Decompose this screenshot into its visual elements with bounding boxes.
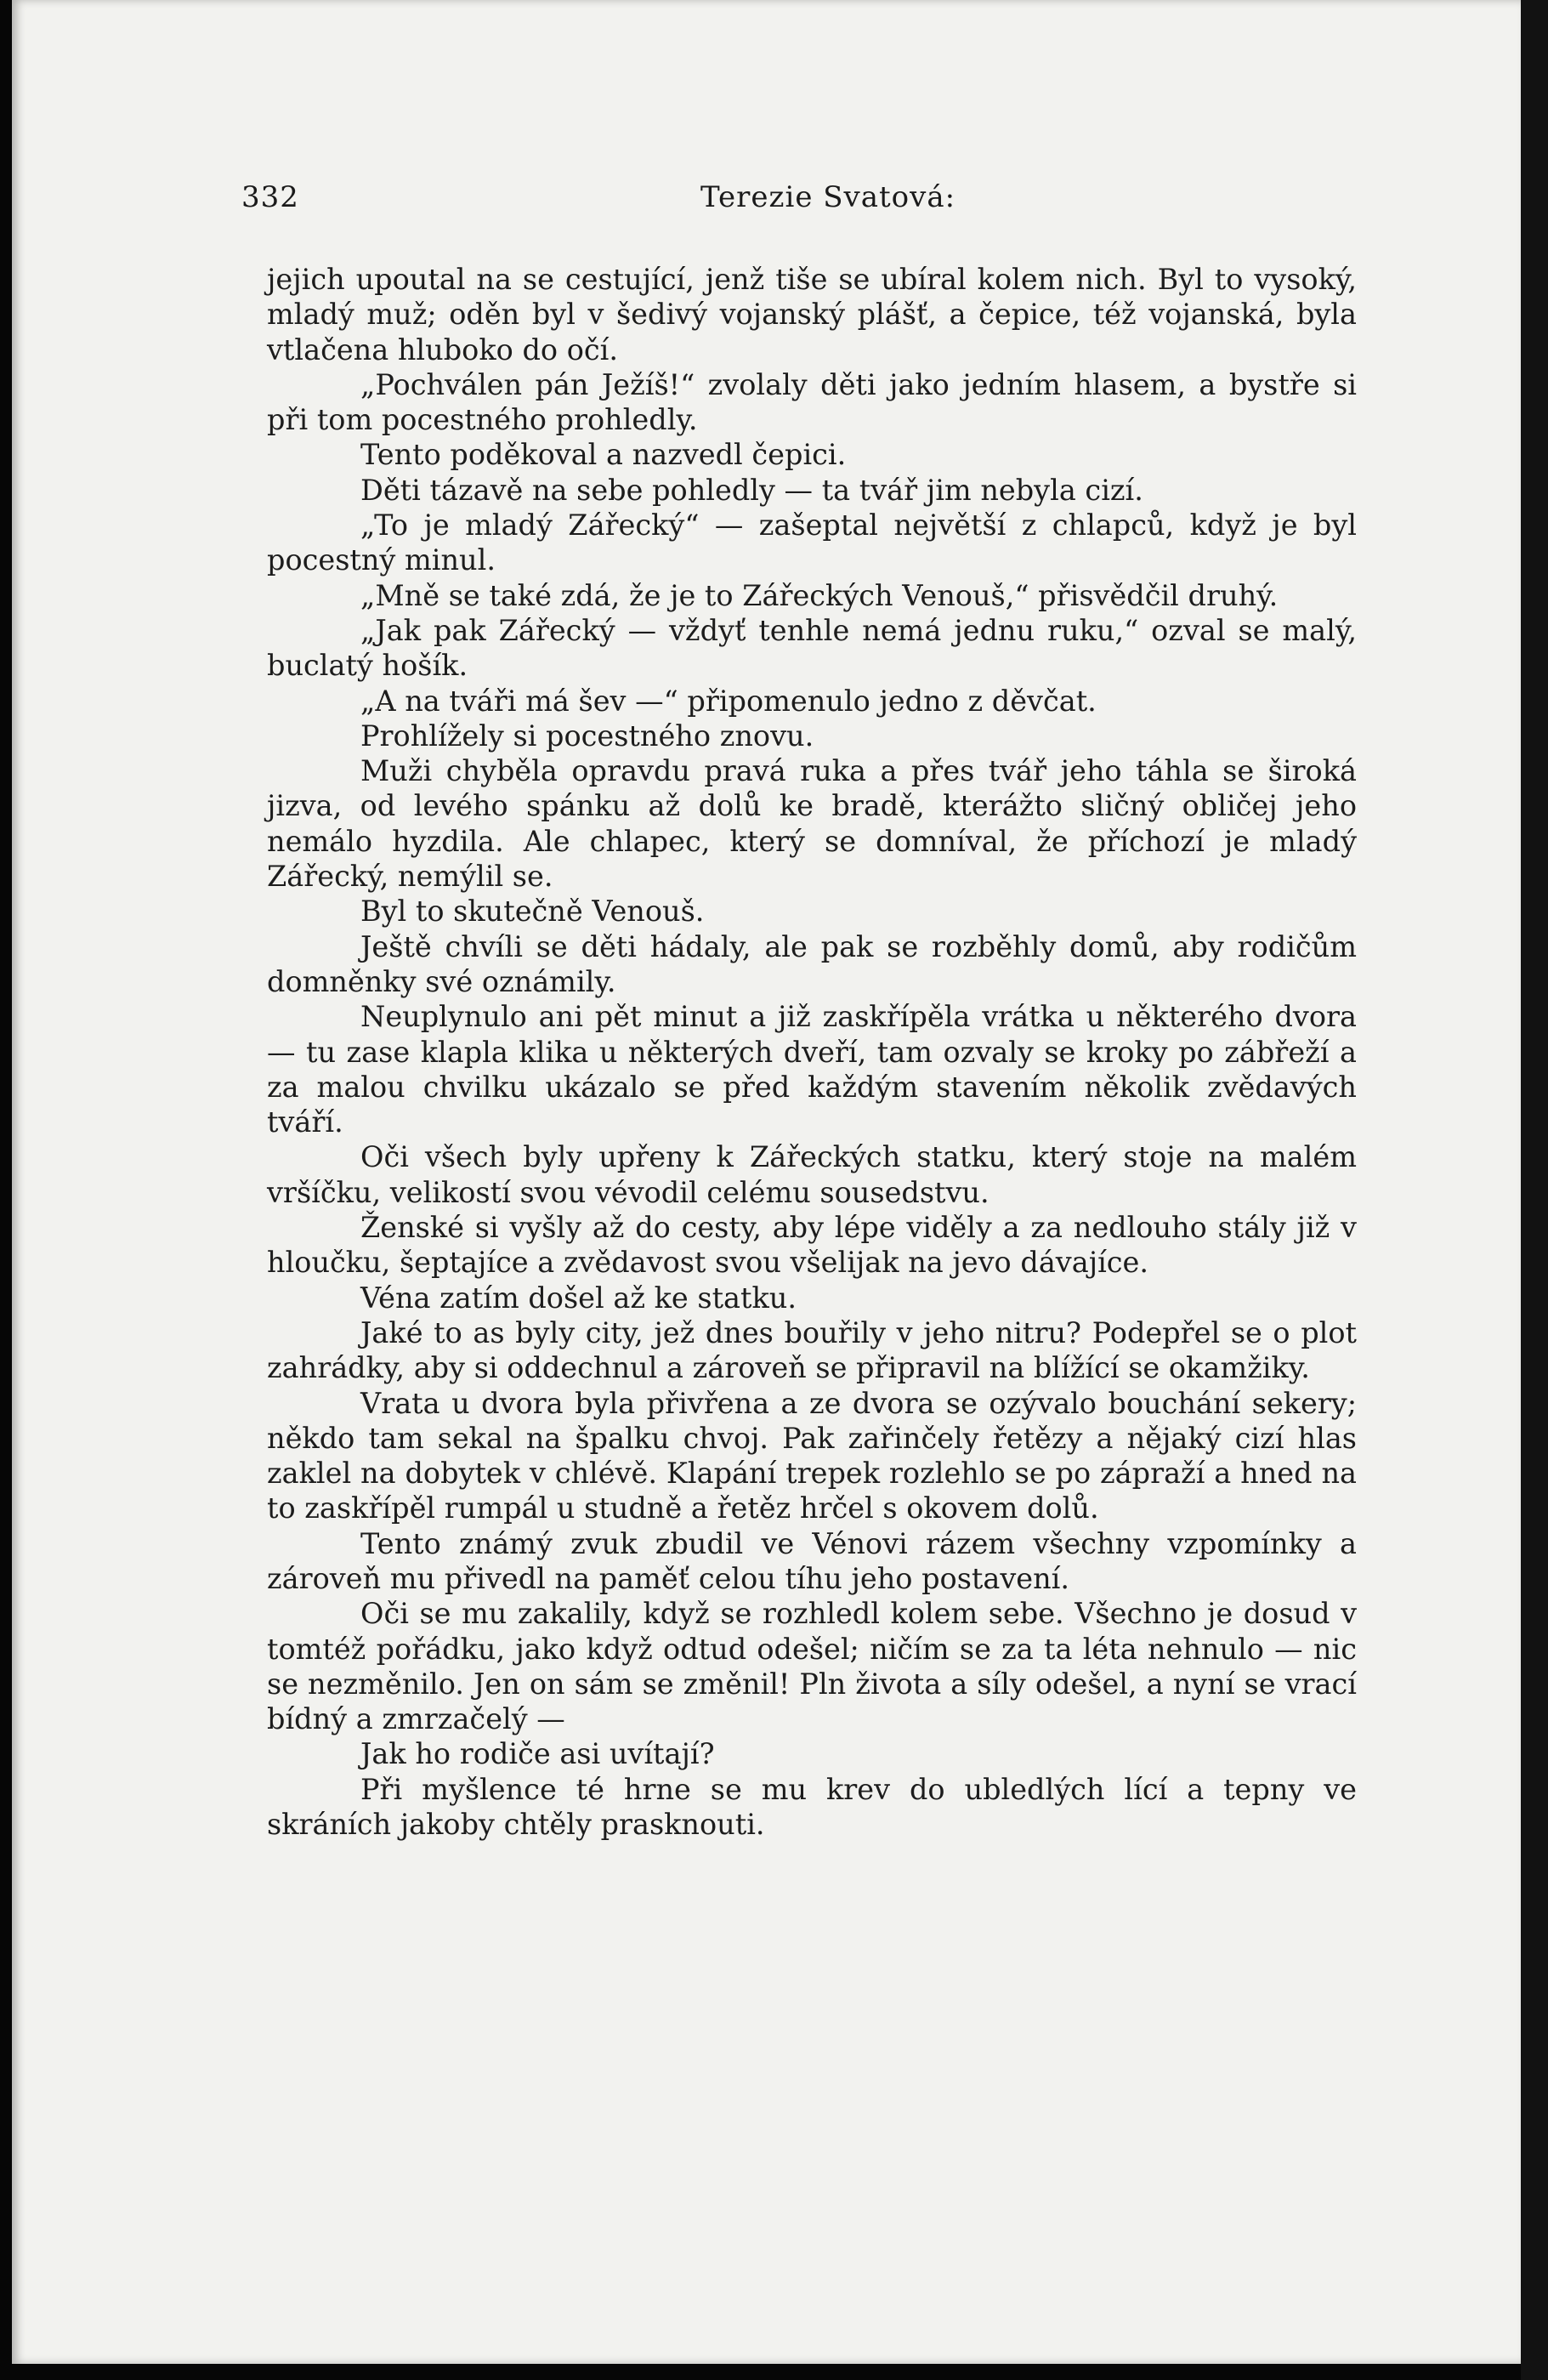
paragraph: „Jak pak Zářecký — vždyť tenhle nemá jednu ruku,“ ozval se malý, buclatý hošík. — [267, 613, 1357, 683]
paragraph: Jak ho rodiče asi uvítají? — [360, 1737, 715, 1771]
page-body-text — [267, 262, 1357, 1842]
paragraph: Oči všech byly upřeny k Zářeckých statku, který stoje na malém vršíčku, velikostí svou vévodil celému sousedstvu. — [267, 1140, 1357, 1209]
paragraph: Jaké to as byly city, jež dnes bouřily v jeho nitru? Podepřel se o plot zahrádky, aby si oddechnul a zároveň se připravil na blížící se okamžiky. — [267, 1315, 1357, 1385]
paragraph: Oči se mu zakalily, když se rozhledl kolem sebe. Všechno je dosud v tomtéž pořádku, jako když odtud odešel; ničím se za ta léta nehnulo — nic se nezměnilo. Jen on sám se změnil! Pln života a síly odešel, a nyní se vrací bídný a zmrzačelý — — [267, 1597, 1357, 1736]
paragraph: „Mně se také zdá, že je to Zářeckých Venouš,“ přisvědčil druhý. — [360, 578, 1279, 612]
paragraph: Ještě chvíli se děti hádaly, ale pak se rozběhly domů, aby rodičům domněnky své oznámily. — [267, 929, 1357, 998]
paragraph: Při myšlence té hrne se mu krev do ubledlých lící a tepny ve skráních jakoby chtěly prasknouti. — [267, 1772, 1357, 1842]
paragraph: „Pochválen pán Ježíš!“ zvolaly děti jako jedním hlasem, a bystře si při tom pocestného prohledly. — [267, 367, 1357, 437]
paragraph: Ženské si vyšly až do cesty, aby lépe viděly a za nedlouho stály již v hloučku, šeptajíce a zvědavost svou všelijak na jevo dávajíce. — [267, 1211, 1357, 1280]
paragraph: jejich upoutal na se cestující, jenž tiše se ubíral kolem nich. Byl to vysoký, mladý muž; oděn byl v šedivý vojanský plášť, a čepice, též vojanská, byla vtlačena hluboko do očí. — [267, 263, 1357, 366]
paragraph: Tento poděkoval a nazvedl čepici. — [360, 438, 847, 472]
running-title: Terezie Svatová: — [700, 180, 956, 214]
paragraph: Neuplynulo ani pět minut a již zaskřípěla vrátka u některého dvora — tu zase klapla klika u některých dveří, tam ozvaly se kroky po zábřeží a za malou chvilku ukázalo se před každým stavením několik zvědavých tváří. — [267, 1000, 1357, 1139]
book-page — [12, 0, 1521, 2364]
page-header — [241, 180, 1355, 223]
paragraph: Prohlížely si pocestného znovu. — [360, 719, 814, 753]
paragraph: Děti tázavě na sebe pohledly — ta tvář jim nebyla cizí. — [360, 473, 1143, 507]
paragraph: Véna zatím došel až ke statku. — [360, 1281, 797, 1315]
scan-edge — [1521, 0, 1548, 2380]
paragraph: Byl to skutečně Venouš. — [360, 895, 705, 929]
paragraph: Vrata u dvora byla přivřena a ze dvora se ozývalo bouchání sekery; někdo tam sekal na špalku chvoj. Pak zařinčely řetězy a nějaký cizí hlas zaklel na dobytek v chlévě. Klapání trepek rozlehlo se po zápraží a hned na to zaskřípěl rumpál u studně a řetěz hrčel s okovem dolů. — [267, 1386, 1357, 1525]
page-number: 332 — [241, 180, 299, 214]
paragraph: Tento známý zvuk zbudil ve Vénovi rázem všechny vzpomínky a zároveň mu přivedl na paměť celou tíhu jeho postavení. — [267, 1526, 1357, 1595]
paragraph: Muži chyběla opravdu pravá ruka a přes tvář jeho táhla se široká jizva, od levého spánku až dolů ke bradě, kterážto sličný obličej jeho nemálo hyzdila. Ale chlapec, který se domníval, že příchozí je mladý Zářecký, nemýlil se. — [267, 754, 1357, 894]
paragraph: „To je mladý Zářecký“ — zašeptal největší z chlapců, když je byl pocestný minul. — [267, 508, 1357, 577]
paragraph: „A na tváři má šev —“ připomenulo jedno z děvčat. — [360, 684, 1097, 718]
